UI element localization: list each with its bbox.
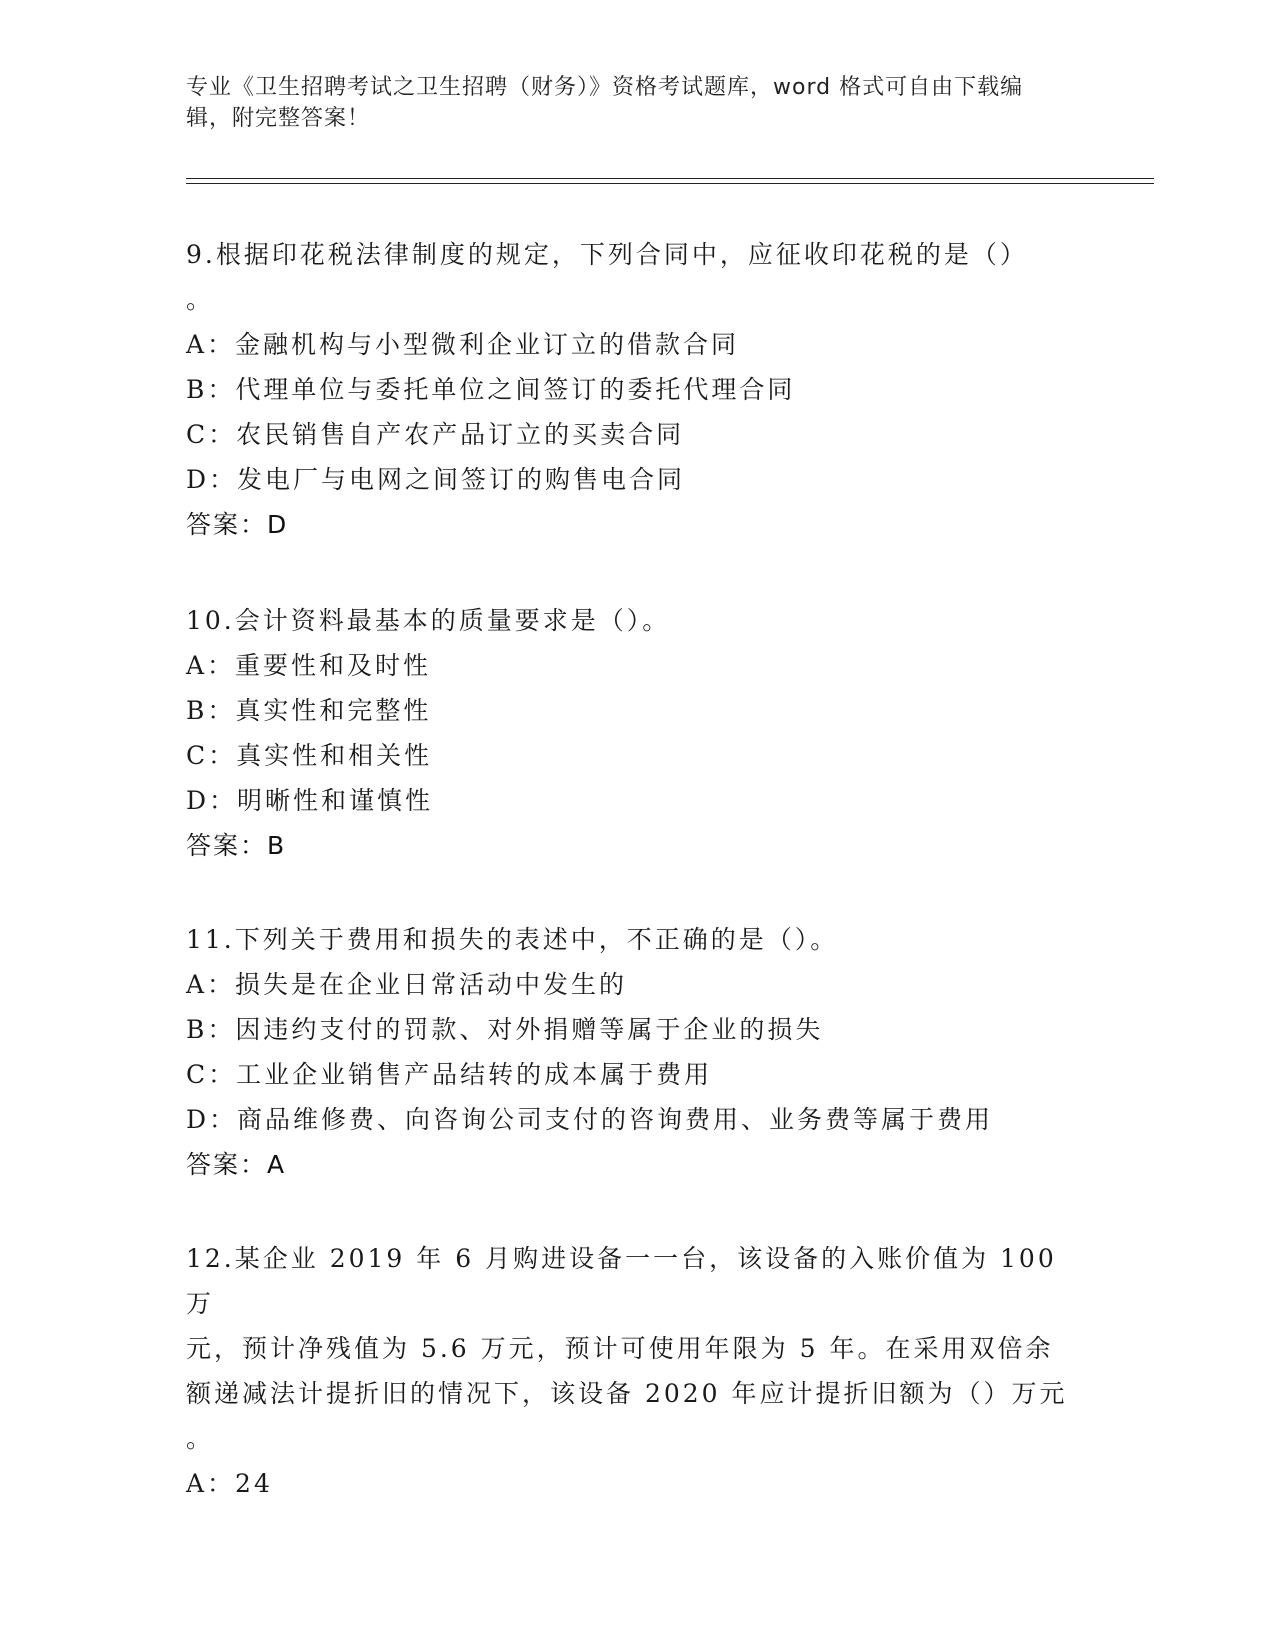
question-12 xyxy=(186,1236,1086,1506)
question-9 xyxy=(186,232,1086,547)
question-stem: 12.某企业 2019 年 6 月购进设备一一台，该设备的入账价值为 100 万 元，预计净残值为 5.6 万元，预计可使用年限为 5 年。在采用双倍余 额递减法计提折旧的情况下，该设备 2020 年应计提折旧额为（）万元 。 xyxy=(186,1244,1068,1453)
option-b: B：代理单位与委托单位之间签订的委托代理合同 xyxy=(186,375,796,404)
header-divider-top xyxy=(186,178,1154,179)
option-a: A：24 xyxy=(186,1469,273,1498)
option-d: D：明晰性和谨慎性 xyxy=(186,786,434,815)
option-a: A：损失是在企业日常活动中发生的 xyxy=(186,970,628,999)
option-b: B：因违约支付的罚款、对外捐赠等属于企业的损失 xyxy=(186,1015,824,1044)
option-b: B：真实性和完整性 xyxy=(186,696,432,725)
answer-line: 答案：B xyxy=(186,831,287,860)
option-a: A：金融机构与小型微利企业订立的借款合同 xyxy=(186,330,740,359)
question-11 xyxy=(186,917,1086,1187)
question-10 xyxy=(186,598,1086,868)
option-c: C：工业企业销售产品结转的成本属于费用 xyxy=(186,1060,713,1089)
option-a: A：重要性和及时性 xyxy=(186,651,432,680)
document-header: 专业《卫生招聘考试之卫生招聘（财务）》资格考试题库，word 格式可自由下载编辑，附完整答案！ xyxy=(186,75,1024,131)
option-d: D：商品维修费、向咨询公司支付的咨询费用、业务费等属于费用 xyxy=(186,1105,994,1134)
question-stem: 11.下列关于费用和损失的表述中，不正确的是（）。 xyxy=(186,925,839,954)
answer-line: 答案：A xyxy=(186,1150,287,1179)
question-stem: 9.根据印花税法律制度的规定，下列合同中，应征收印花税的是（） 。 xyxy=(186,240,1028,314)
question-stem: 10.会计资料最基本的质量要求是（）。 xyxy=(186,606,671,635)
option-c: C：农民销售自产农产品订立的买卖合同 xyxy=(186,420,685,449)
option-d: D：发电厂与电网之间签订的购售电合同 xyxy=(186,465,686,494)
option-c: C：真实性和相关性 xyxy=(186,741,433,770)
answer-line: 答案：D xyxy=(186,510,289,539)
header-divider-bottom xyxy=(186,183,1154,184)
